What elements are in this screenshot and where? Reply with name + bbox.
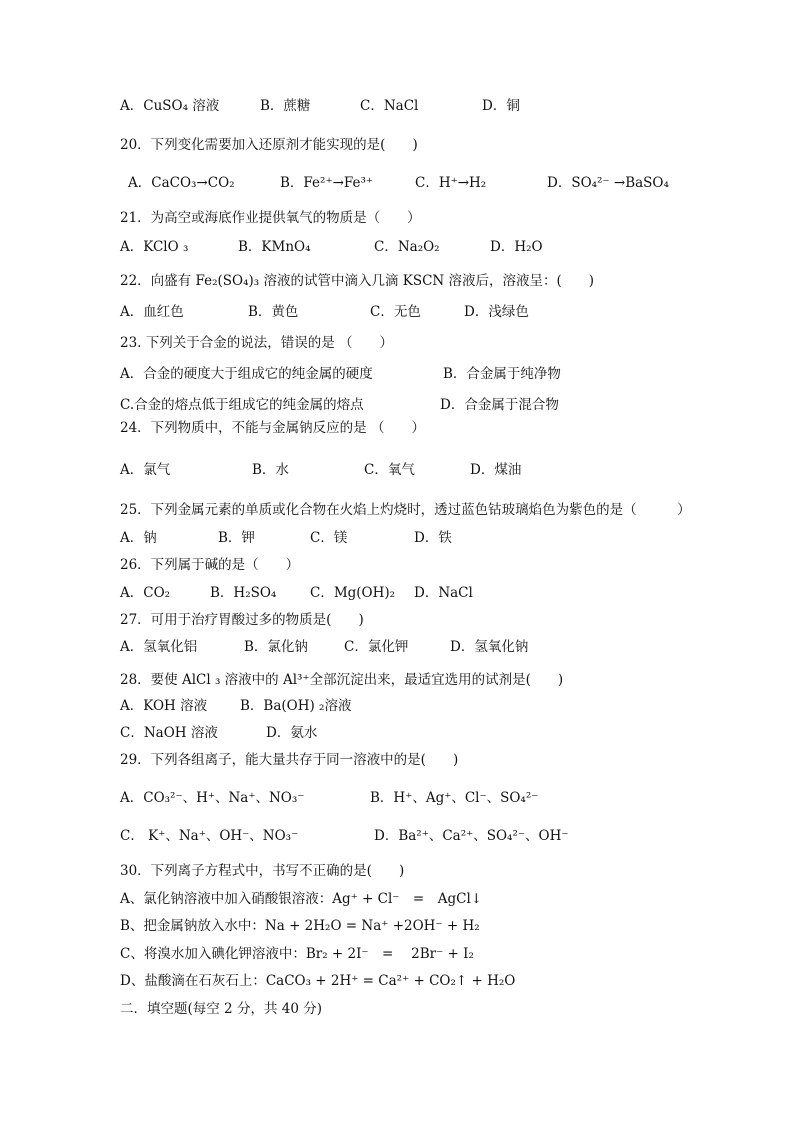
option-b: B．H₂SO₄ [210, 585, 277, 601]
option-b: B．Fe²⁺→Fe³⁺ [280, 175, 374, 191]
option-b: B．氯化钠 [244, 639, 308, 655]
option-c: C．无色 [370, 304, 421, 320]
option-c: C．镁 [310, 530, 348, 546]
option-d: D．浅绿色 [464, 304, 529, 320]
option-a: A．合金的硬度大于组成它的纯金属的硬度 [120, 366, 373, 382]
option-c: C．Mg(OH)₂ [310, 585, 396, 601]
option-d: D．SO₄²⁻ →BaSO₄ [547, 175, 669, 191]
option-a: A．血红色 [120, 304, 184, 320]
option-c: C．Na₂O₂ [374, 239, 440, 255]
option-b: D．氨水 [266, 725, 318, 741]
option-b: B．H⁺、Ag⁺、Cl⁻、SO₄²⁻ [370, 790, 539, 806]
option-d: D．铜 [482, 98, 520, 114]
option-30a: A、氯化钠溶液中加入硝酸银溶液：Ag⁺ + Cl⁻ = AgCl↓ [120, 891, 483, 907]
option-c: C．氧气 [364, 462, 415, 478]
option-d: D．铁 [414, 530, 452, 546]
option-b: B．合金属于纯净物 [443, 366, 561, 382]
question-26: 26．下列属于碱的是（ ） [120, 557, 300, 573]
option-30c: C、将溴水加入碘化钾溶液中：Br₂ + 2I⁻ = 2Br⁻ + I₂ [120, 946, 474, 962]
option-c: C．NaCl [360, 98, 419, 114]
question-28: 28．要使 AlCl ₃ 溶液中的 Al³⁺全部沉淀出来，最适宜选用的试剂是( ) [120, 672, 564, 688]
option-a: C．NaOH 溶液 [120, 725, 218, 741]
option-b: D．Ba²⁺、Ca²⁺、SO₄²⁻、OH⁻ [374, 828, 569, 844]
option-a: A．CO₂ [120, 585, 171, 601]
option-d: D．氢氧化钠 [450, 639, 529, 655]
option-a: A．KOH 溶液 [120, 698, 208, 714]
option-a: A．氯气 [120, 462, 171, 478]
option-b: B．KMnO₄ [238, 239, 311, 255]
option-a: A．CuSO₄ 溶液 [120, 98, 220, 114]
option-a: A．CO₃²⁻、H⁺、Na⁺、NO₃⁻ [120, 790, 305, 806]
question-21: 21．为高空或海底作业提供氧气的物质是（ ） [120, 210, 421, 226]
question-20: 20．下列变化需要加入还原剂才能实现的是( ) [120, 137, 418, 153]
option-c: C．H⁺→H₂ [415, 175, 487, 191]
option-b: D．合金属于混合物 [440, 397, 559, 413]
question-24: 24．下列物质中，不能与金属钠反应的是 （ ） [120, 420, 425, 436]
option-a: A．KClO ₃ [120, 239, 189, 255]
question-23: 23. 下列关于合金的说法，错误的是 （ ） [120, 335, 394, 351]
question-29: 29．下列各组离子，能大量共存于同一溶液中的是( ) [120, 752, 459, 768]
question-27: 27．可用于治疗胃酸过多的物质是( ) [120, 612, 364, 628]
option-c: C．氯化钾 [344, 639, 409, 655]
option-d: D．煤油 [470, 462, 522, 478]
option-b: B．Ba(OH) ₂溶液 [240, 698, 352, 714]
option-a: A．CaCO₃→CO₂ [128, 175, 235, 191]
question-30: 30．下列离子方程式中，书写不正确的是( ) [120, 863, 405, 879]
option-a: C.合金的熔点低于组成它的纯金属的熔点 [120, 397, 364, 413]
option-b: B．水 [252, 462, 289, 478]
question-25: 25．下列金属元素的单质或化合物在火焰上灼烧时，透过蓝色钴玻璃焰色为紫色的是（ ） [120, 502, 691, 518]
option-b: B．蔗糖 [260, 98, 311, 114]
option-30d: D、盐酸滴在石灰石上：CaCO₃ + 2H⁺ = Ca²⁺ + CO₂↑ + H₂O [120, 973, 516, 989]
option-d: D．H₂O [490, 239, 543, 255]
option-a: A．钠 [120, 530, 157, 546]
option-30b: B、把金属钠放入水中：Na + 2H₂O = Na⁺ +2OH⁻ + H₂ [120, 918, 480, 934]
option-a: A．氢氧化铝 [120, 639, 198, 655]
question-22: 22．向盛有 Fe₂(SO₄)₃ 溶液的试管中滴入几滴 KSCN 溶液后，溶液呈：( ) [120, 273, 595, 289]
option-b: B．钾 [218, 530, 255, 546]
section-2-heading: 二．填空题(每空 2 分，共 40 分) [120, 1001, 322, 1017]
option-a: C． K⁺、Na⁺、OH⁻、NO₃⁻ [120, 828, 299, 844]
option-d: D．NaCl [414, 585, 473, 601]
option-b: B．黄色 [248, 304, 299, 320]
